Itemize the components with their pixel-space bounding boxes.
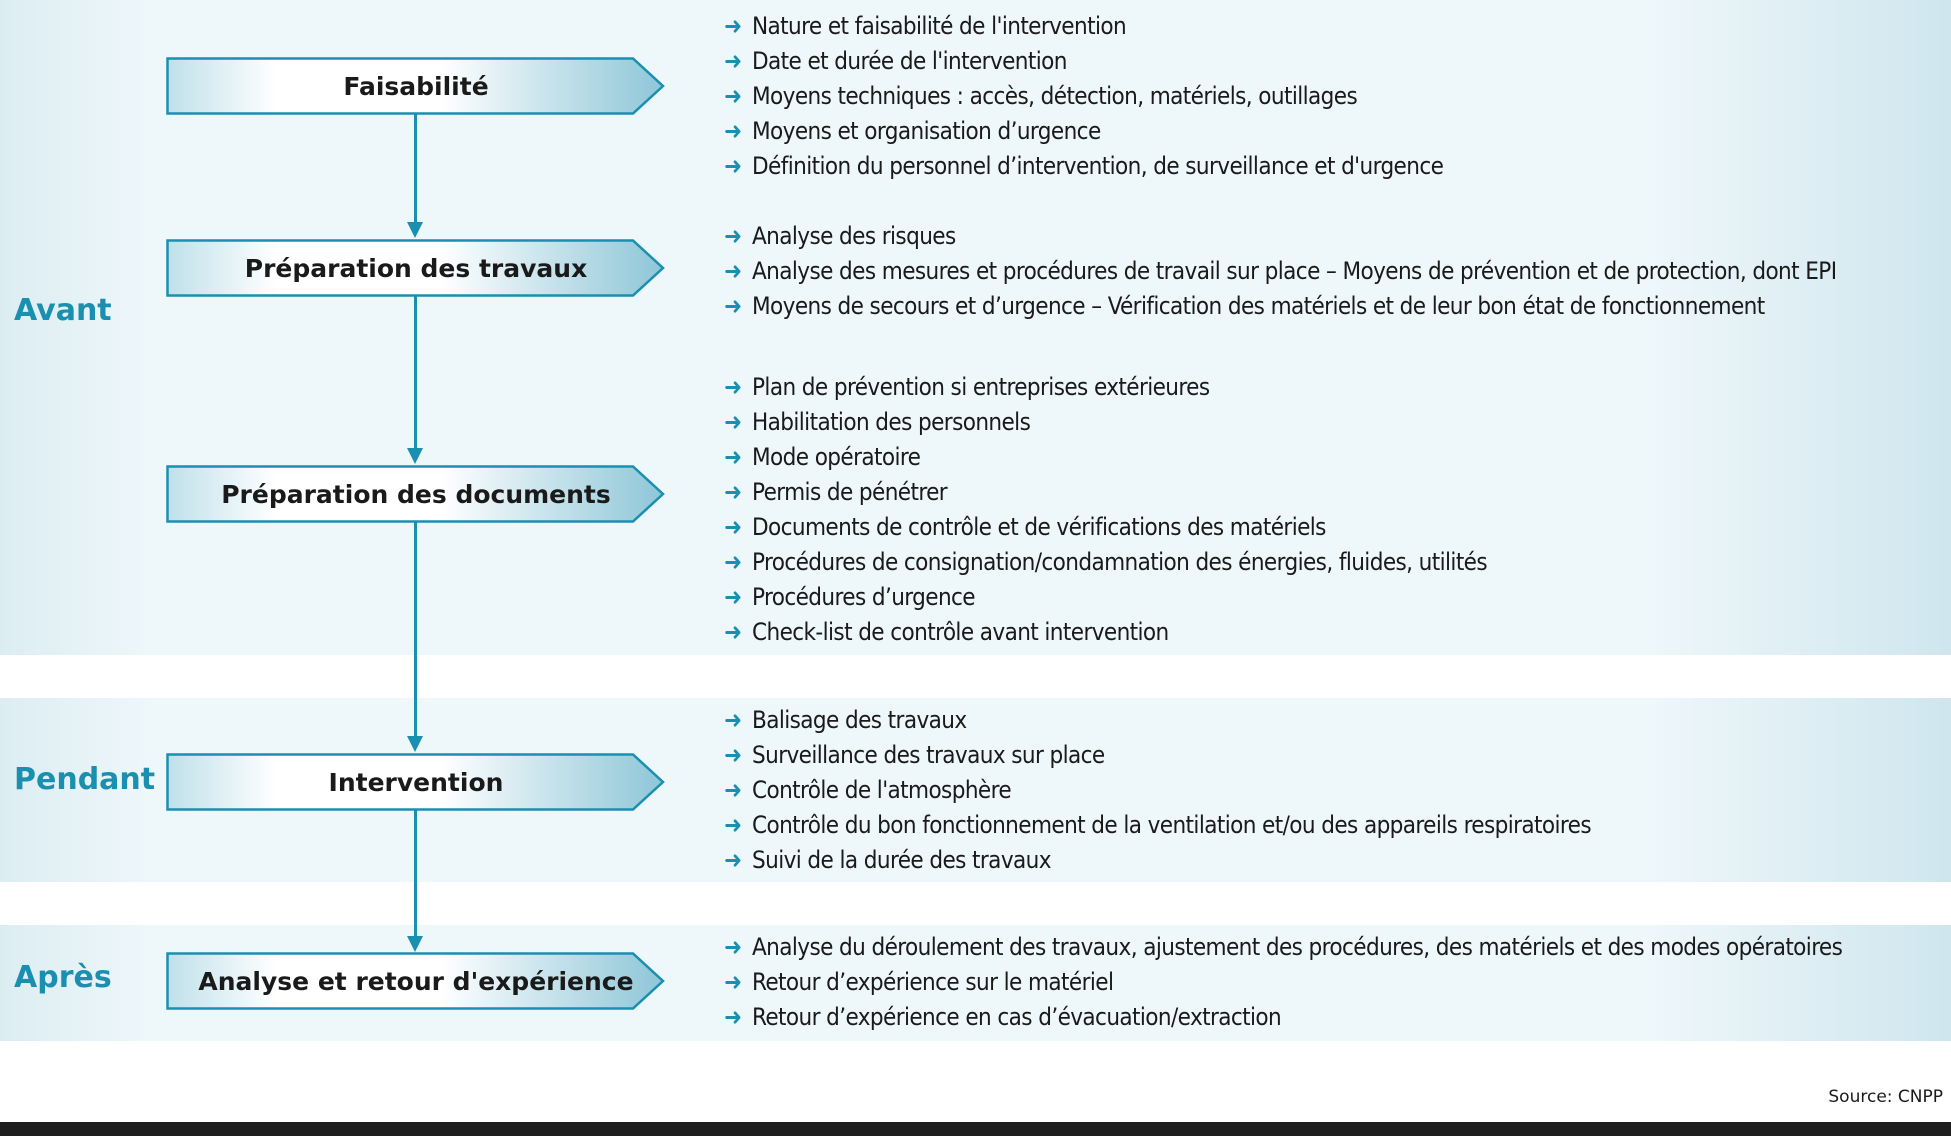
item-text: Analyse des risques <box>752 221 956 250</box>
arrow-right-icon: ➜ <box>724 372 743 401</box>
item-text: Permis de pénétrer <box>752 477 948 506</box>
list-item <box>724 369 1487 404</box>
item-text: Moyens et organisation d’urgence <box>752 116 1101 145</box>
item-text: Check-list de contrôle avant intervention <box>752 617 1169 646</box>
list-item <box>724 288 1836 323</box>
list-item <box>724 218 1836 253</box>
item-text: Analyse du déroulement des travaux, ajustement des procédures, des matériels et des modes opératoires <box>752 932 1843 961</box>
list-item <box>724 509 1487 544</box>
step-title: Préparation des documents <box>221 479 611 509</box>
arrow-right-icon: ➜ <box>724 967 743 996</box>
step-title: Analyse et retour d'expérience <box>198 966 634 996</box>
list-item <box>724 78 1443 113</box>
connector-4 <box>414 810 417 938</box>
item-text: Moyens techniques : accès, détection, matériels, outillages <box>752 81 1358 110</box>
arrow-right-icon: ➜ <box>724 582 743 611</box>
item-text: Définition du personnel d’intervention, de surveillance et d'urgence <box>752 151 1444 180</box>
step-title: Préparation des travaux <box>244 253 588 283</box>
arrow-right-icon: ➜ <box>724 442 743 471</box>
connector-3 <box>414 522 417 738</box>
list-item <box>724 404 1487 439</box>
list-item <box>724 614 1487 649</box>
step-box-preparation-travaux <box>166 239 666 297</box>
item-text: Date et durée de l'intervention <box>752 46 1067 75</box>
step-box-intervention <box>166 753 666 811</box>
arrow-right-icon: ➜ <box>724 46 743 75</box>
arrow-right-icon: ➜ <box>724 407 743 436</box>
list-item <box>724 474 1487 509</box>
arrow-right-icon: ➜ <box>724 291 743 320</box>
arrow-right-icon: ➜ <box>724 512 743 541</box>
item-text: Balisage des travaux <box>752 705 967 734</box>
arrow-right-icon: ➜ <box>724 775 743 804</box>
arrow-right-icon: ➜ <box>724 151 743 180</box>
source-credit: Source: CNPP <box>1828 1087 1943 1107</box>
arrow-right-icon: ➜ <box>724 932 743 961</box>
list-item <box>724 702 1591 737</box>
arrow-right-icon: ➜ <box>724 740 743 769</box>
list-item <box>724 43 1443 78</box>
item-text: Retour d’expérience en cas d’évacuation/extraction <box>752 1002 1282 1031</box>
item-text: Retour d’expérience sur le matériel <box>752 967 1114 996</box>
item-text: Analyse des mesures et procédures de travail sur place – Moyens de prévention et de protection, dont EPI <box>752 256 1837 285</box>
item-list-analyse-retour <box>724 929 1842 1034</box>
step-title: Faisabilité <box>343 71 489 101</box>
arrow-right-icon: ➜ <box>724 1002 743 1031</box>
item-list-intervention <box>724 702 1591 877</box>
item-text: Documents de contrôle et de vérifications des matériels <box>752 512 1326 541</box>
item-text: Mode opératoire <box>752 442 921 471</box>
arrow-right-icon: ➜ <box>724 705 743 734</box>
connector-3-arrowhead <box>407 736 423 752</box>
item-text: Habilitation des personnels <box>752 407 1031 436</box>
list-item <box>724 579 1487 614</box>
list-item <box>724 929 1842 964</box>
list-item <box>724 148 1443 183</box>
list-item <box>724 544 1487 579</box>
item-text: Plan de prévention si entreprises extérieures <box>752 372 1210 401</box>
arrow-right-icon: ➜ <box>724 810 743 839</box>
list-item <box>724 807 1591 842</box>
connector-2-arrowhead <box>407 448 423 464</box>
arrow-right-icon: ➜ <box>724 617 743 646</box>
item-text: Procédures de consignation/condamnation des énergies, fluides, utilités <box>752 547 1488 576</box>
connector-2 <box>414 296 417 450</box>
item-list-faisabilite <box>724 8 1443 183</box>
item-text: Suivi de la durée des travaux <box>752 845 1051 874</box>
connector-1 <box>414 114 417 224</box>
arrow-right-icon: ➜ <box>724 116 743 145</box>
connector-4-arrowhead <box>407 936 423 952</box>
step-box-analyse-retour <box>166 952 666 1010</box>
list-item <box>724 113 1443 148</box>
item-text: Nature et faisabilité de l'intervention <box>752 11 1127 40</box>
list-item <box>724 253 1836 288</box>
item-text: Contrôle de l'atmosphère <box>752 775 1012 804</box>
list-item <box>724 999 1842 1034</box>
arrow-right-icon: ➜ <box>724 845 743 874</box>
arrow-right-icon: ➜ <box>724 81 743 110</box>
step-title: Intervention <box>328 767 504 797</box>
arrow-right-icon: ➜ <box>724 256 743 285</box>
phase-label-pendant: Pendant <box>14 762 156 797</box>
phase-label-apres: Après <box>14 960 112 995</box>
connector-1-arrowhead <box>407 222 423 238</box>
arrow-right-icon: ➜ <box>724 221 743 250</box>
list-item <box>724 737 1591 772</box>
item-text: Procédures d’urgence <box>752 582 975 611</box>
arrow-right-icon: ➜ <box>724 547 743 576</box>
item-list-preparation-travaux <box>724 218 1836 323</box>
list-item <box>724 439 1487 474</box>
item-list-preparation-documents <box>724 369 1487 649</box>
arrow-right-icon: ➜ <box>724 11 743 40</box>
item-text: Surveillance des travaux sur place <box>752 740 1105 769</box>
phase-label-avant: Avant <box>14 293 112 328</box>
list-item <box>724 772 1591 807</box>
step-box-preparation-documents <box>166 465 666 523</box>
item-text: Moyens de secours et d’urgence – Vérification des matériels et de leur bon état de fonctionnement <box>752 291 1765 320</box>
arrow-right-icon: ➜ <box>724 477 743 506</box>
list-item <box>724 964 1842 999</box>
step-box-faisabilite <box>166 57 666 115</box>
item-text: Contrôle du bon fonctionnement de la ventilation et/ou des appareils respiratoires <box>752 810 1592 839</box>
list-item <box>724 8 1443 43</box>
bottom-bar <box>0 1122 1951 1136</box>
list-item <box>724 842 1591 877</box>
